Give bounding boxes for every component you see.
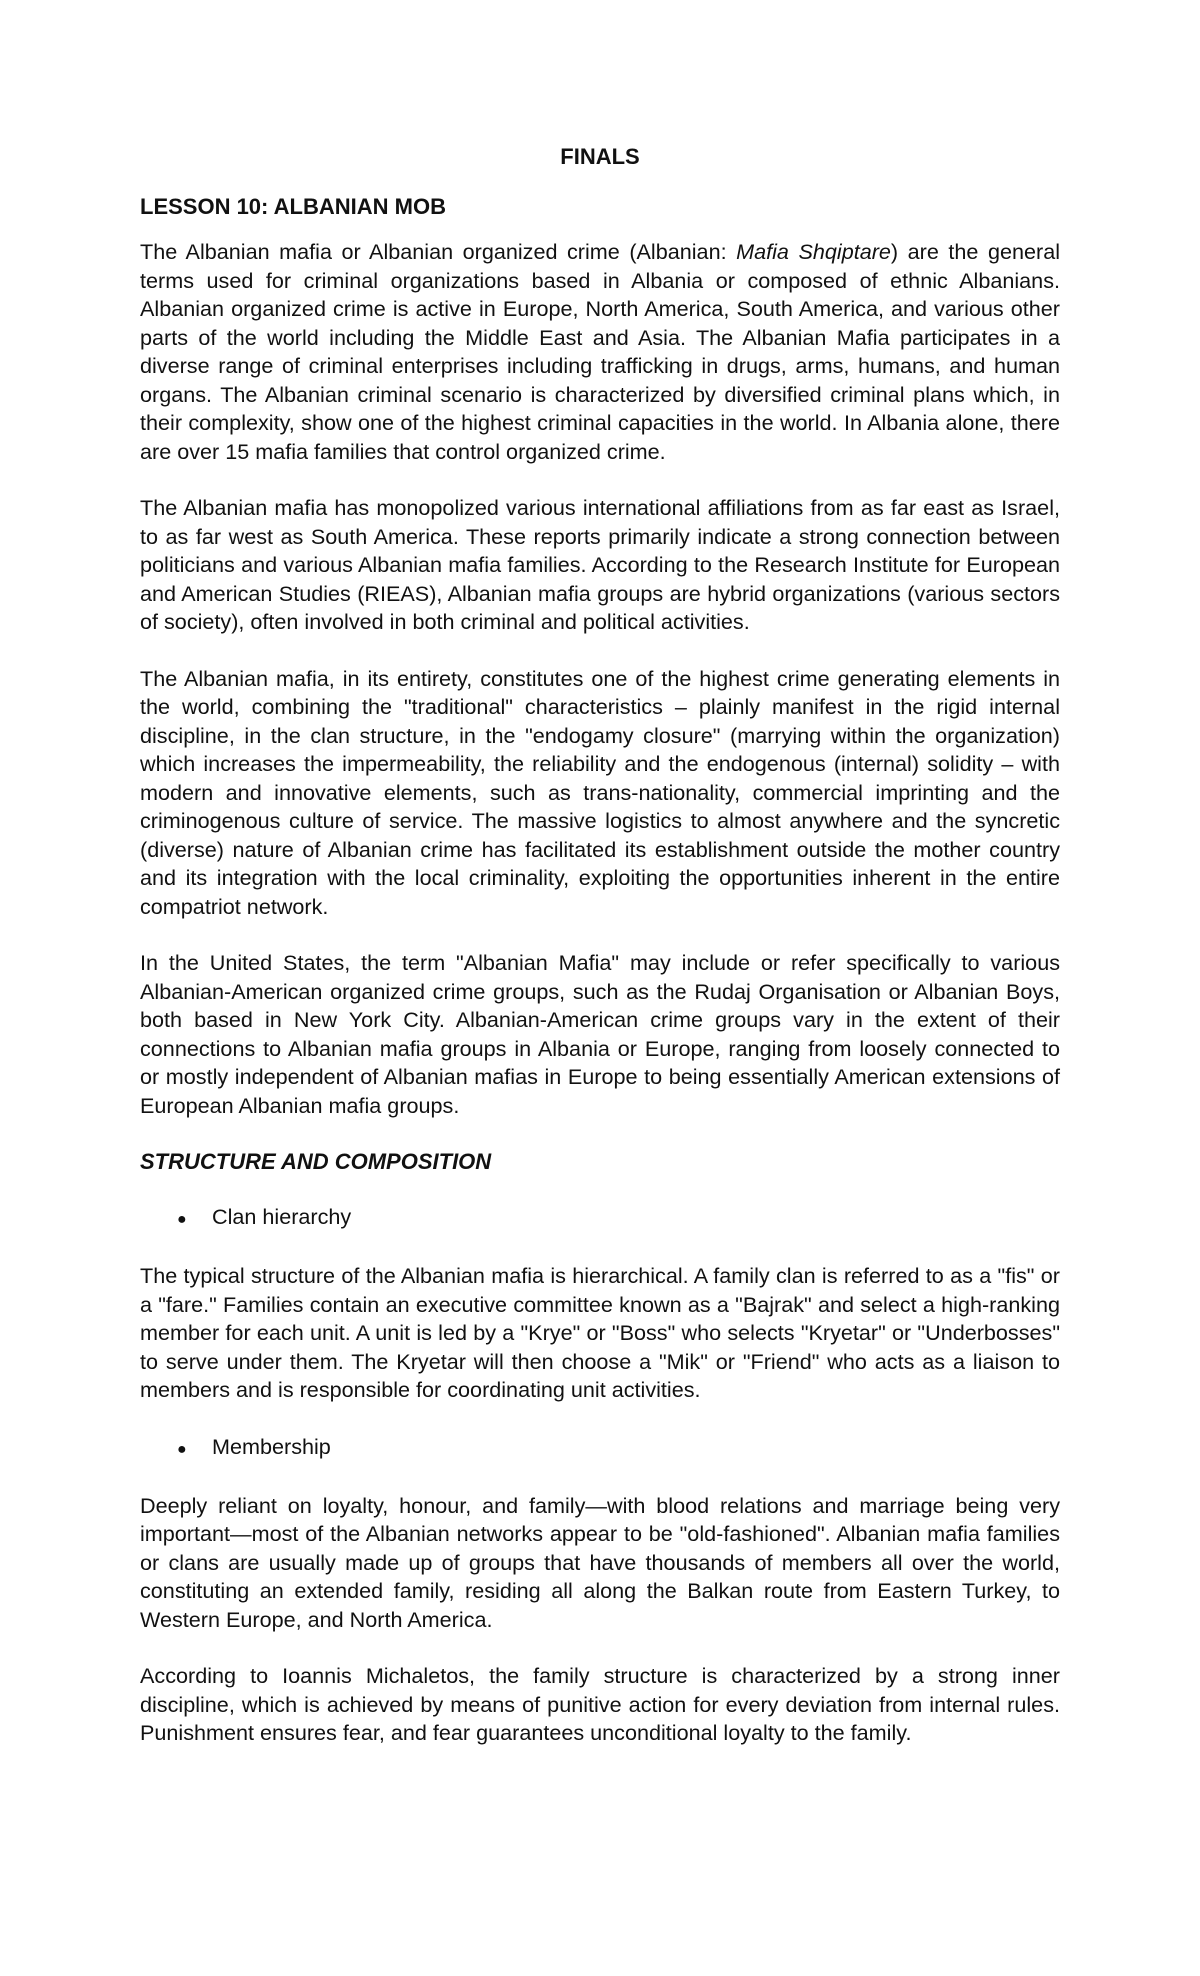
albanian-term: Mafia Shqiptare <box>736 239 891 264</box>
paragraph-michaletos: According to Ioannis Michaletos, the family structure is characterized by a strong inner discipline, which is achieved by means of punitive action for every deviation from internal rules. Punishment ensures fear, and fear guarantees unconditional loyalty to the family. <box>140 1663 1060 1745</box>
paragraph-affiliations: The Albanian mafia has monopolized various international affiliations from as far east as Israel, to as far west as South America. These reports primarily indicate a strong connection between politicians and various Albanian mafia families. According to the Research Institute for European and American Studies (RIEAS), Albanian mafia groups are hybrid organizations (various sectors of society), often involved in both criminal and political activities. <box>140 495 1060 634</box>
paragraph-characteristics: The Albanian mafia, in its entirety, constitutes one of the highest crime generating elements in the world, combining the "traditional" characteristics – plainly manifest in the rigid internal discipline, in the clan structure, in the "endogamy closure" (marrying within the organization) which increases the impermeability, the reliability and the endogenous (internal) solidity – with modern and innovative elements, such as trans-nationality, commercial imprinting and the criminogenous culture of service. The massive logistics to almost anywhere and the syncretic (diverse) nature of Albanian crime has facilitated its establishment outside the mother country and its integration with the local criminality, exploiting the opportunities inherent in the entire compatriot network. <box>140 665 1060 919</box>
bullet-dot-icon: ● <box>177 1211 187 1228</box>
bullet-clan-hierarchy <box>177 1203 1060 1234</box>
lesson-title: LESSON 10: ALBANIAN MOB <box>140 194 446 219</box>
paragraph-united-states: In the United States, the term "Albanian Mafia" may include or refer specifically to various Albanian-American organized crime groups, such as the Rudaj Organisation or Albanian Boys, both based in New York City. Albanian-American crime groups vary in the extent of their connections to Albanian mafia groups in Albania or Europe, ranging from loosely connected to or mostly independent of Albanian mafias in Europe to being essentially American extensions of European Albanian mafia groups. <box>140 950 1060 1118</box>
paragraph-intro-start: The Albanian mafia or Albanian organized crime (Albanian: <box>140 239 737 264</box>
paragraph-membership: Deeply reliant on loyalty, honour, and family—with blood relations and marriage being very important—most of the Albanian networks appear to be "old-fashioned". Albanian mafia families or clans are usually made up of groups that have thousands of members all over the world, constituting an extended family, residing all along the Balkan route from Eastern Turkey, to Western Europe, and North America. <box>140 1492 1060 1632</box>
paragraph-intro <box>140 238 1060 466</box>
bullet-membership <box>177 1433 1060 1464</box>
bullet-label: Membership <box>212 1433 331 1459</box>
section-heading-structure: STRUCTURE AND COMPOSITION <box>140 1149 492 1174</box>
bullet-dot-icon: ● <box>177 1440 187 1458</box>
paragraph-hierarchy: The typical structure of the Albanian mafia is hierarchical. A family clan is referred to as a "fis" or a "fare." Families contain an executive committee known as a "Bajrak" and select a high-ranking member for each unit. A unit is led by a "Krye" or "Boss" who selects "Kryetar" or "Underbosses" to serve under them. The Kryetar will then choose a "Mik" or "Friend" who acts as a liaison to members and is responsible for coordinating unit activities. <box>140 1263 1060 1402</box>
document-header: FINALS <box>560 144 640 169</box>
paragraph-intro-end: ) are the general terms used for criminal organizations based in Albania or composed of ethnic Albanians. Albanian organized crime is active in Europe, North America, South America, and various other parts of the world including the Middle East and Asia. The Albanian Mafia participates in a diverse range of criminal enterprises including trafficking in drugs, arms, humans, and human organs. The Albanian criminal scenario is characterized by diversified criminal plans which, in their complexity, show one of the highest criminal capacities in the world. In Albania alone, there are over 15 mafia families that control organized crime. <box>140 239 1061 464</box>
bullet-label: Clan hierarchy <box>212 1204 352 1229</box>
